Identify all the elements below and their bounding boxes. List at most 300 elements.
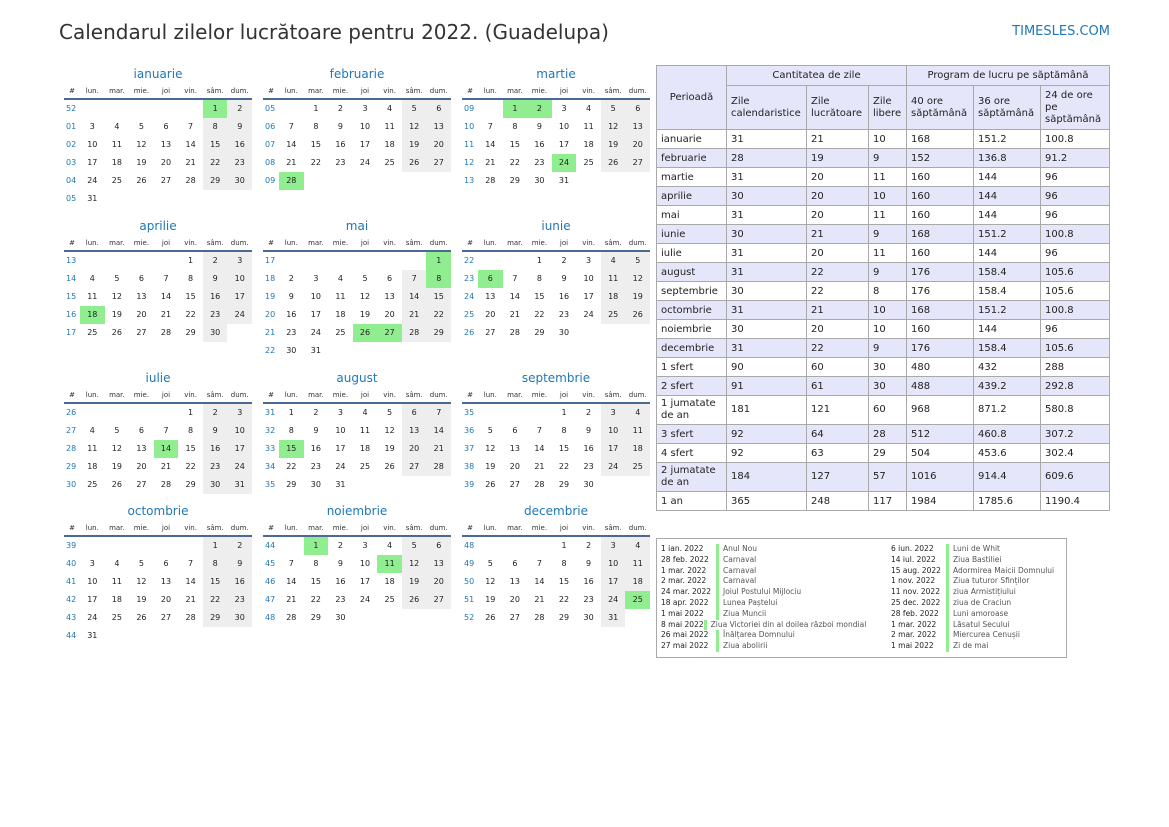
- value-cell: 31: [727, 263, 807, 282]
- day-cell: 20: [402, 440, 427, 458]
- weekday-label: mie.: [531, 87, 548, 95]
- day-cell: 7: [536, 559, 542, 568]
- day-cell: 14: [286, 140, 297, 149]
- month-name: octombrie: [127, 504, 189, 518]
- col-period-header: Perioadă: [657, 66, 727, 130]
- day-cell: 29: [185, 328, 196, 337]
- day-cell: 26: [601, 154, 626, 172]
- weekday-label: #: [467, 524, 473, 532]
- value-cell: 136.8: [974, 149, 1041, 168]
- week-row: [462, 573, 650, 591]
- month-august: [263, 368, 451, 494]
- value-cell: 31: [727, 244, 807, 263]
- weekday-header: [263, 236, 451, 252]
- value-cell: 60: [869, 396, 907, 425]
- value-cell: 100.8: [1041, 301, 1110, 320]
- day-cell: 4: [387, 104, 393, 113]
- value-cell: 20: [807, 206, 869, 225]
- week-row: [263, 440, 451, 458]
- weekday-label: mar.: [308, 87, 324, 95]
- weekday-label: joi: [360, 87, 370, 95]
- table-row: [657, 492, 1110, 511]
- empty-cell: [105, 100, 130, 118]
- week-row: [462, 100, 650, 118]
- day-cell: 16: [286, 310, 297, 319]
- day-cell: 22: [558, 595, 570, 604]
- day-cell: 23: [203, 306, 228, 324]
- weekday-label: vin.: [184, 87, 197, 95]
- weekday-label: dum.: [429, 524, 448, 532]
- value-cell: 184: [727, 463, 807, 492]
- day-cell: 17: [601, 440, 626, 458]
- day-cell: 7: [188, 559, 194, 568]
- holiday-item: [661, 555, 861, 566]
- day-cell: 13: [485, 292, 496, 301]
- weekday-label: dum.: [628, 391, 647, 399]
- week-number: 33: [265, 444, 276, 453]
- empty-cell: [129, 190, 154, 208]
- week-number: 47: [265, 595, 276, 604]
- empty-cell: [625, 172, 650, 190]
- week-number: 08: [265, 158, 276, 167]
- day-cell: 6: [426, 100, 451, 118]
- day-cell: 15: [558, 577, 570, 586]
- week-number: 46: [265, 577, 276, 586]
- day-cell: 2: [227, 537, 252, 555]
- weekday-label: lun.: [284, 239, 298, 247]
- day-cell: 13: [509, 444, 520, 453]
- day-cell: 13: [384, 292, 395, 301]
- empty-cell: [227, 627, 252, 645]
- day-cell: 26: [402, 154, 427, 172]
- month-ianuarie: [64, 64, 252, 208]
- day-cell: 29: [426, 324, 451, 342]
- day-cell: 24: [227, 306, 252, 324]
- day-cell: 1: [536, 256, 542, 265]
- day-cell: 21: [509, 310, 520, 319]
- month-name: mai: [345, 219, 369, 233]
- day-cell: 18: [583, 140, 594, 149]
- week-number: 01: [66, 122, 77, 131]
- weekday-label: lun.: [483, 87, 497, 95]
- day-cell: 2: [203, 404, 228, 422]
- day-cell: 15: [509, 140, 520, 149]
- day-cell: 10: [87, 577, 98, 586]
- day-cell: 18: [335, 310, 346, 319]
- day-cell: 28: [485, 176, 496, 185]
- empty-cell: [154, 537, 179, 555]
- weekday-label: mie.: [531, 239, 548, 247]
- weekday-label: lun.: [284, 87, 298, 95]
- holiday-name: Carnaval: [716, 555, 756, 566]
- day-cell: 14: [154, 440, 179, 458]
- weekday-label: vin.: [582, 87, 595, 95]
- value-cell: 8: [869, 282, 907, 301]
- weekday-label: #: [268, 391, 274, 399]
- day-cell: 27: [426, 591, 451, 609]
- day-cell: 1: [426, 252, 451, 270]
- day-cell: 17: [583, 292, 594, 301]
- week-row: [263, 342, 451, 360]
- table-row: [657, 320, 1110, 339]
- value-cell: 1984: [907, 492, 974, 511]
- value-cell: 168: [907, 130, 974, 149]
- week-row: [462, 458, 650, 476]
- value-cell: 144: [974, 168, 1041, 187]
- day-cell: 25: [111, 613, 122, 622]
- day-cell: 20: [160, 158, 172, 167]
- day-cell: 4: [114, 559, 120, 568]
- day-cell: 5: [138, 559, 144, 568]
- day-cell: 12: [625, 270, 650, 288]
- day-cell: 9: [536, 122, 542, 131]
- week-number: 07: [265, 140, 276, 149]
- day-cell: 13: [625, 118, 650, 136]
- day-cell: 4: [114, 122, 120, 131]
- day-cell: 10: [227, 270, 252, 288]
- week-row: [462, 476, 650, 494]
- month-name: iunie: [541, 219, 571, 233]
- value-cell: 30: [727, 187, 807, 206]
- week-number: 51: [464, 595, 475, 604]
- value-cell: 60: [807, 358, 869, 377]
- empty-cell: [576, 172, 601, 190]
- day-cell: 31: [335, 480, 346, 489]
- month-mai: [263, 216, 451, 360]
- weekday-label: mie.: [133, 524, 150, 532]
- week-number: 32: [265, 426, 276, 435]
- value-cell: 30: [869, 358, 907, 377]
- weekday-label: mar.: [308, 524, 324, 532]
- day-cell: 9: [288, 292, 294, 301]
- day-cell: 15: [185, 292, 196, 301]
- weekday-label: dum.: [230, 391, 249, 399]
- week-number: 09: [265, 176, 276, 185]
- holiday-item: [661, 598, 861, 609]
- day-cell: 25: [87, 480, 98, 489]
- day-cell: 15: [534, 292, 545, 301]
- day-cell: 30: [286, 346, 297, 355]
- holiday-date: 1 mai 2022: [891, 641, 934, 651]
- day-cell: 15: [310, 577, 321, 586]
- day-cell: 17: [558, 140, 570, 149]
- day-cell: 14: [509, 292, 520, 301]
- day-cell: 9: [203, 270, 228, 288]
- day-cell: 13: [136, 444, 147, 453]
- empty-cell: [503, 537, 528, 555]
- holiday-item: [661, 566, 861, 577]
- value-cell: 9: [869, 149, 907, 168]
- day-cell: 25: [384, 595, 395, 604]
- value-cell: 504: [907, 444, 974, 463]
- day-cell: 15: [310, 140, 321, 149]
- day-cell: 11: [625, 555, 650, 573]
- empty-cell: [279, 100, 304, 118]
- weekday-label: sâm.: [405, 524, 423, 532]
- weekday-header: [64, 521, 252, 537]
- value-cell: 10: [869, 130, 907, 149]
- value-cell: 31: [727, 168, 807, 187]
- subheader-40h: 40 ore săptămână: [907, 86, 974, 130]
- week-row: [64, 404, 252, 422]
- weekday-label: sâm.: [206, 239, 224, 247]
- weekday-header: [462, 84, 650, 100]
- day-cell: 15: [558, 444, 570, 453]
- month-septembrie: [462, 368, 650, 494]
- period-cell: iunie: [657, 225, 727, 244]
- value-cell: 22: [807, 339, 869, 358]
- weekday-label: mar.: [109, 239, 125, 247]
- day-cell: 18: [80, 306, 105, 324]
- day-cell: 29: [558, 613, 570, 622]
- day-cell: 5: [601, 100, 626, 118]
- period-cell: mai: [657, 206, 727, 225]
- weekday-label: dum.: [429, 391, 448, 399]
- weekday-label: mar.: [507, 239, 523, 247]
- period-cell: noiembrie: [657, 320, 727, 339]
- day-cell: 21: [402, 306, 427, 324]
- day-cell: 21: [286, 158, 297, 167]
- day-cell: 21: [426, 440, 451, 458]
- day-cell: 1: [188, 256, 194, 265]
- week-number: 31: [265, 408, 276, 417]
- day-cell: 14: [426, 422, 451, 440]
- value-cell: 160: [907, 168, 974, 187]
- day-cell: 6: [512, 559, 518, 568]
- day-cell: 19: [402, 136, 427, 154]
- day-cell: 19: [359, 310, 371, 319]
- week-number: 05: [265, 104, 276, 113]
- period-cell: 2 sfert: [657, 377, 727, 396]
- holiday-name: Carnaval: [716, 566, 756, 577]
- day-cell: 12: [136, 577, 147, 586]
- value-cell: 91: [727, 377, 807, 396]
- weekday-header: [263, 84, 451, 100]
- month-aprilie: [64, 216, 252, 342]
- day-cell: 11: [625, 422, 650, 440]
- day-cell: 22: [286, 462, 297, 471]
- period-cell: aprilie: [657, 187, 727, 206]
- weekday-label: dum.: [230, 87, 249, 95]
- day-cell: 24: [601, 591, 626, 609]
- table-row: [657, 130, 1110, 149]
- week-number: 17: [66, 328, 77, 337]
- day-cell: 8: [203, 118, 228, 136]
- week-number: 05: [66, 194, 77, 203]
- value-cell: 19: [807, 149, 869, 168]
- day-cell: 23: [558, 310, 570, 319]
- day-cell: 12: [136, 140, 147, 149]
- holidays-column-right: [891, 544, 1091, 652]
- week-number: 21: [265, 328, 276, 337]
- holiday-date: 18 apr. 2022: [661, 597, 709, 607]
- empty-cell: [154, 190, 179, 208]
- week-row: [263, 324, 451, 342]
- weekday-label: lun.: [85, 239, 99, 247]
- day-cell: 30: [310, 480, 321, 489]
- day-cell: 23: [335, 158, 346, 167]
- day-cell: 26: [625, 306, 650, 324]
- day-cell: 21: [160, 310, 172, 319]
- day-cell: 1: [288, 408, 294, 417]
- holiday-date: 1 mai 2022: [661, 608, 704, 618]
- week-row: [64, 573, 252, 591]
- day-cell: 3: [89, 559, 95, 568]
- value-cell: 248: [807, 492, 869, 511]
- day-cell: 8: [313, 559, 319, 568]
- holiday-name: Luni amoroase: [946, 609, 1008, 620]
- day-cell: 1: [188, 408, 194, 417]
- day-cell: 5: [138, 122, 144, 131]
- day-cell: 19: [625, 288, 650, 306]
- week-number: 35: [265, 480, 276, 489]
- value-cell: 158.4: [974, 282, 1041, 301]
- week-number: 29: [66, 462, 77, 471]
- empty-cell: [304, 252, 329, 270]
- period-cell: octombrie: [657, 301, 727, 320]
- empty-cell: [105, 537, 130, 555]
- weekday-label: mar.: [109, 391, 125, 399]
- day-cell: 20: [426, 136, 451, 154]
- holiday-item: [661, 576, 861, 587]
- day-cell: 3: [89, 122, 95, 131]
- day-cell: 24: [552, 154, 577, 172]
- week-row: [64, 100, 252, 118]
- day-cell: 10: [583, 274, 594, 283]
- weekday-label: vin.: [383, 87, 396, 95]
- day-cell: 27: [485, 328, 496, 337]
- week-row: [263, 306, 451, 324]
- holiday-name: Carnaval: [716, 576, 756, 587]
- period-cell: iulie: [657, 244, 727, 263]
- day-cell: 25: [335, 328, 346, 337]
- week-row: [64, 422, 252, 440]
- week-row: [462, 252, 650, 270]
- week-row: [64, 591, 252, 609]
- weekday-label: sâm.: [405, 391, 423, 399]
- day-cell: 22: [310, 158, 321, 167]
- day-cell: 28: [185, 613, 196, 622]
- day-cell: 9: [586, 559, 592, 568]
- day-cell: 25: [111, 176, 122, 185]
- day-cell: 3: [601, 537, 626, 555]
- period-cell: 3 sfert: [657, 425, 727, 444]
- holiday-item: [891, 576, 1091, 587]
- day-cell: 15: [426, 288, 451, 306]
- day-cell: 17: [359, 577, 371, 586]
- week-number: 37: [464, 444, 475, 453]
- day-cell: 5: [362, 274, 368, 283]
- day-cell: 21: [160, 462, 172, 471]
- day-cell: 28: [534, 613, 545, 622]
- day-cell: 20: [509, 462, 520, 471]
- value-cell: 152: [907, 149, 974, 168]
- week-number: 13: [66, 256, 77, 265]
- day-cell: 3: [227, 252, 252, 270]
- weekday-label: vin.: [582, 524, 595, 532]
- day-cell: 25: [384, 158, 395, 167]
- day-cell: 4: [625, 537, 650, 555]
- day-cell: 18: [384, 140, 395, 149]
- week-row: [462, 404, 650, 422]
- day-cell: 20: [625, 136, 650, 154]
- site-link[interactable]: TIMESLES.COM: [1012, 24, 1110, 39]
- empty-cell: [304, 172, 329, 190]
- day-cell: 23: [203, 458, 228, 476]
- empty-cell: [154, 404, 179, 422]
- value-cell: 92: [727, 425, 807, 444]
- weekday-label: dum.: [628, 524, 647, 532]
- holiday-item: [661, 619, 867, 631]
- weekday-label: mie.: [531, 391, 548, 399]
- month-februarie: [263, 64, 451, 190]
- holiday-date: 27 mai 2022: [661, 641, 709, 651]
- value-cell: 22: [807, 263, 869, 282]
- day-cell: 30: [227, 609, 252, 627]
- period-cell: 1 sfert: [657, 358, 727, 377]
- table-row: [657, 263, 1110, 282]
- day-cell: 17: [227, 288, 252, 306]
- day-cell: 31: [87, 194, 98, 203]
- empty-cell: [527, 404, 552, 422]
- empty-cell: [80, 100, 105, 118]
- weekday-label: lun.: [284, 391, 298, 399]
- weekday-label: mie.: [332, 524, 349, 532]
- day-cell: 23: [227, 154, 252, 172]
- month-iunie: [462, 216, 650, 342]
- day-cell: 26: [485, 480, 496, 489]
- week-row: [263, 537, 451, 555]
- day-cell: 21: [534, 462, 545, 471]
- week-number: 42: [66, 595, 77, 604]
- month-name: decembrie: [524, 504, 588, 518]
- holiday-name: Joiul Postului Mijlociu: [716, 587, 801, 598]
- weekday-label: vin.: [184, 524, 197, 532]
- day-cell: 17: [87, 595, 98, 604]
- holiday-date: 8 mai 2022: [661, 619, 704, 629]
- weekday-label: vin.: [383, 391, 396, 399]
- holiday-name: Lunea Paștelui: [716, 598, 777, 609]
- day-cell: 22: [509, 158, 520, 167]
- day-cell: 2: [337, 104, 343, 113]
- day-cell: 12: [402, 118, 427, 136]
- day-cell: 3: [561, 104, 567, 113]
- day-cell: 14: [534, 577, 545, 586]
- empty-cell: [625, 609, 650, 627]
- value-cell: 30: [727, 320, 807, 339]
- table-row: [657, 377, 1110, 396]
- value-cell: 61: [807, 377, 869, 396]
- value-cell: 30: [869, 377, 907, 396]
- value-cell: 176: [907, 339, 974, 358]
- holidays-column-left: [661, 544, 867, 652]
- weekday-label: joi: [360, 524, 370, 532]
- day-cell: 13: [402, 422, 427, 440]
- day-cell: 5: [402, 537, 427, 555]
- week-number: 45: [265, 559, 276, 568]
- week-row: [263, 252, 451, 270]
- value-cell: 9: [869, 339, 907, 358]
- empty-cell: [105, 190, 130, 208]
- holiday-date: 11 nov. 2022: [891, 587, 940, 597]
- value-cell: 31: [727, 206, 807, 225]
- empty-cell: [105, 252, 130, 270]
- week-row: [64, 172, 252, 190]
- empty-cell: [328, 342, 353, 360]
- day-cell: 30: [534, 176, 545, 185]
- week-number: 44: [66, 631, 77, 640]
- weekday-label: mie.: [133, 391, 150, 399]
